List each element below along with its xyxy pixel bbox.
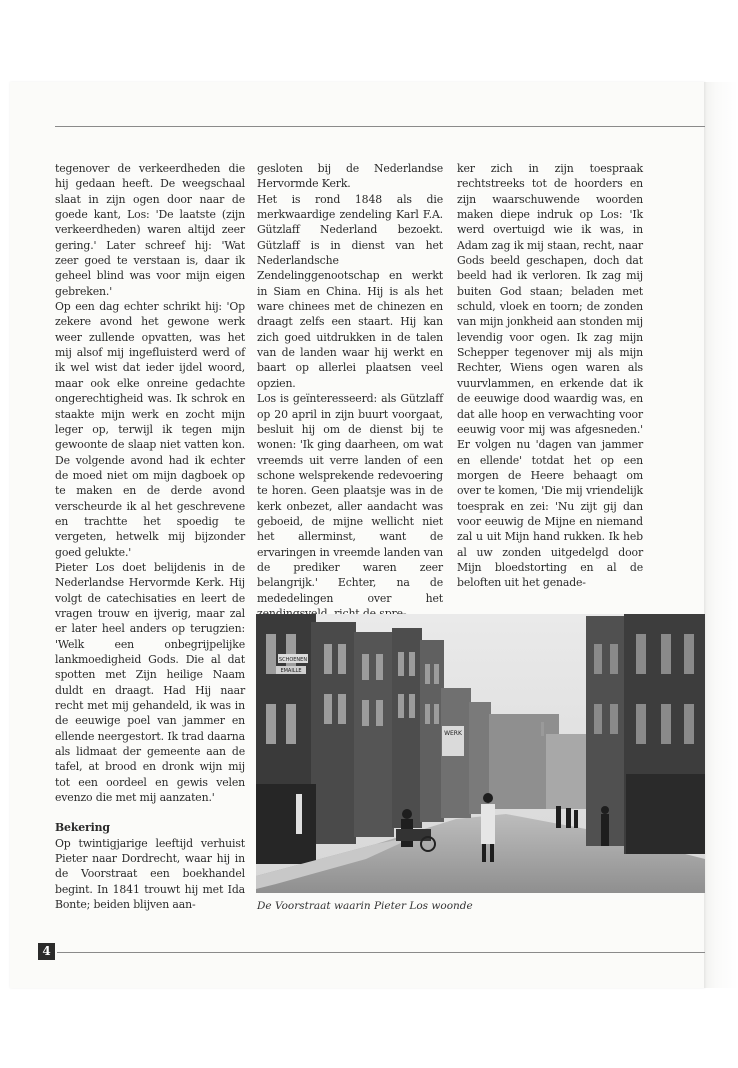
paragraph: Los is geïnteresseerd: als Gützlaff op 20 april in zijn buurt voorgaat, besluit hij om de dienst bij te wonen: 'Ik ging daarheen, om wat vreemds uit verre landen of een schone welsprekende redevoering te horen. Geen plaatsje was in de kerk onbezet, aller aandacht was geboeid, de mijne wellicht niet het allerminst, want de ervaringen in vreemde landen van de prediker waren zeer belangrijk.' Echter, na de mededelingen over het	[257, 392, 443, 605]
street-photo	[256, 614, 705, 893]
section-heading: Bekering	[55, 821, 110, 835]
page-number: 4	[38, 943, 55, 960]
text-column-2	[257, 161, 443, 621]
bottom-rule	[57, 952, 705, 953]
paragraph: Op een dag echter schrikt hij: 'Op zekere avond het gewone werk weer zullende opvatten, was het mij alsof mij ingefluisterd werd of ik wel wist dat ieder ijdel woord, maar ook elke onreine gedachte ongerechtigheid was. Ik schrok en staakte mijn werk en zocht mijn leger op, terwijl ik tegen mijn gewoonte de slaap niet vatten kon. De volgende avond had ik echter de moed niet om mijn dagboek op te maken en de derde avond verscheurde ik al het geschrevene en trachtte het spoedig te vergeten, hetwelk mij bijzonder goed gelukte.'	[55, 300, 245, 559]
paragraph: ker zich in zijn toespraak rechtstreeks tot de hoorders en zijn waarschuwende woorden maken diepe indruk op Los: 'Ik werd overtuigd wie ik was, in Adam zag ik mij staan, recht, naar Gods beeld geschapen, doch dat beeld had ik verloren. Ik zag mij buiten God staan; beladen met schuld, vloek en toorn; de zonden van mijn jonkheid aan stonden mij levendig voor ogen. Ik zag mijn Schepper tegenover mij als mijn Rechter, Wiens ogen waren als vuurvlammen, en erkende dat ik de eeuwige dood waardig was, en dat alle hoop en verwachting voor eeuwig voor mij was afgesneden.' Er volgen nu 'dagen van jammer en ellende' totdat het op een morgen de Heere behaagt om over te komen, 'Die mij vriendelijk toesprak en zei: 'Nu zijt gij dan voor eeuwig de Mijne en niemand zal u uit Mijn hand rukken. Ik heb al uw zonden uitgedelgd door Mijn bloedstorting en al de beloften uit het genade-	[457, 162, 643, 590]
page-edge-shadow	[704, 82, 738, 988]
paragraph: Pieter Los doet belijdenis in de Nederlandse Hervormde Kerk. Hij volgt de catechisaties en leert de vragen trouw en ijverig, maar zal er later heel anders op terugzien: 'Welk een onbegrijpelijke lankmoedigheid Gods. Die al dat spotten met Zijn heilige Naam duldt en draagt. Had Hij naar recht met mij gehandeld, ik was in de eeuwige poel van jammer en ellende neergestort. Ik trad daarna als lidmaat der gemeente aan de tafel, at brood en dronk wijn mij tot een oordeel en gewis velen evenzo die met mij aanzaten.'	[55, 560, 245, 805]
text-column-3	[457, 161, 643, 591]
paragraph: gesloten bij de Nederlandse Hervormde Kerk.	[257, 162, 443, 191]
paragraph: tegenover de verkeerdheden die hij gedaan heeft. De weegschaal slaat in zijn ogen door naar de goede kant, Los: 'De laatste (zijn verkeerdheden) waren altijd zeer gering.' Later schreef hij: 'Wat zeer goed te verstaan is, daar ik geheel blind was voor mijn eigen gebreken.'	[55, 162, 245, 298]
paragraph: Op twintigjarige leeftijd verhuist Pieter naar Dordrecht, waar hij in de Voorstraat een boekhandel begint. In 1841 trouwt hij met Ida Bonte; beiden blijven aan-	[55, 836, 245, 912]
photo-caption: De Voorstraat waarin Pieter Los woonde	[257, 900, 473, 912]
top-rule	[55, 126, 705, 127]
paragraph: Het is rond 1848 als die merkwaardige zendeling Karl F.A. Gützlaff Nederland bezoekt. Gützlaff is in dienst van het Nederlandsche Zendelinggenootschap en werkt in Siam en China. Hij is als het ware chinees met de chinezen en draagt zelfs een staart. Hij kan zich goed uitdrukken in de talen van de landen waar hij werkt en baart op allerlei plaatsen veel opzien.	[257, 192, 443, 390]
text-column-1	[55, 161, 245, 913]
shop-sign-text: EMAILLE	[280, 668, 302, 674]
shop-sign-text: WERK	[444, 730, 462, 737]
shop-sign-text: SCHOENEN	[278, 657, 308, 663]
